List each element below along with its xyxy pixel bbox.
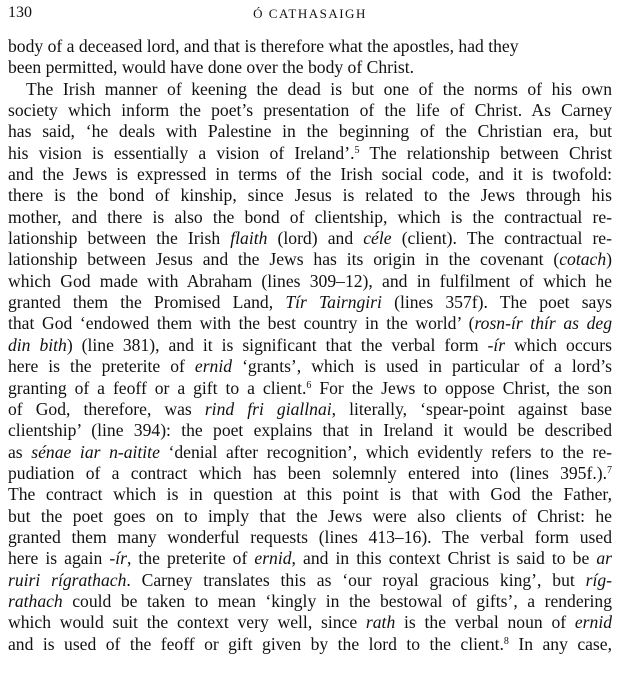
text-line — [8, 591, 612, 612]
text-run: The contract which is in question at this point is that with God the Father, — [8, 484, 612, 505]
text-run: ‘grants’, which is used in particular of a lord’s — [232, 356, 612, 377]
italic-term: ernid — [254, 548, 292, 569]
italic-term: ar — [596, 548, 612, 569]
text-run: been permitted, would have done over the body of Christ. — [8, 57, 415, 78]
running-head: Ó CATHASAIGH — [253, 6, 367, 21]
text-run: body of a deceased lord, and that is therefore what the apostles, had they — [8, 36, 519, 56]
text-run: ) (line 381), and it is significant that the verbal form — [66, 334, 488, 355]
text-run: and is used of the feoff or gift given by the lord to the client. — [8, 633, 504, 654]
italic-term: Tír Tairngiri — [285, 292, 382, 313]
text-run: society which inform the poet’s presentation of the life of Christ. As Carney — [8, 100, 612, 121]
text-run: of God, therefore, was — [8, 398, 205, 419]
text-run: granted them the Promised Land, — [8, 292, 286, 313]
text-run: pudiation of a contract which has been solemnly entered into (lines 395f.). — [8, 462, 607, 483]
text-run: For the Jews to oppose Christ, the son — [311, 377, 612, 398]
text-line — [8, 313, 612, 334]
text-run: lationship between the Irish — [8, 228, 231, 249]
text-run: The relationship between Christ — [359, 142, 612, 163]
text-run: clientship’ (line 394): the poet explains that in Ireland it would be described — [8, 420, 612, 441]
text-run: . Carney translates this as ‘our royal gracious king’, but — [126, 569, 586, 590]
text-line — [8, 527, 612, 548]
text-run: (client). The contractual re- — [391, 228, 612, 249]
text-line — [8, 271, 612, 292]
text-line — [8, 185, 612, 206]
text-run: ‘denial after recognition’, which evidently refers to the re- — [159, 441, 612, 462]
text-run: ) — [606, 249, 612, 270]
italic-term: -ír — [487, 334, 506, 355]
text-line — [8, 335, 612, 356]
text-line — [8, 612, 612, 633]
page-header — [8, 4, 612, 26]
italic-term: rath — [365, 612, 396, 633]
text-line — [8, 420, 612, 441]
text-line — [8, 121, 612, 142]
text-line — [8, 292, 612, 313]
text-line — [8, 249, 612, 270]
text-run: here is the preterite of — [8, 356, 195, 377]
text-run: which God made with Abraham (lines 309–12), and in fulfilment of which he — [8, 270, 612, 291]
footnote-ref: 7 — [607, 464, 612, 476]
footnote-ref: 8 — [503, 635, 509, 647]
text-line — [8, 228, 612, 249]
footnote-ref: 6 — [306, 379, 312, 391]
italic-term: -ír — [109, 548, 127, 569]
text-run: (lines 357f). The poet says — [381, 292, 612, 313]
text-run: here is again — [8, 548, 110, 569]
italic-term: ríg- — [585, 569, 612, 590]
text-line — [8, 442, 612, 463]
italic-term: din bith — [8, 334, 67, 355]
italic-term: sénae iar n-aitite — [31, 441, 160, 462]
text-line — [8, 634, 612, 655]
text-run: lationship between Jesus and the Jews has its origin in the covenant ( — [8, 249, 560, 270]
body-text — [8, 36, 612, 655]
text-run: (lord) and — [267, 228, 364, 249]
text-run: which would suit the context very well, since — [8, 612, 366, 633]
italic-term: céle — [363, 228, 392, 249]
text-line — [8, 143, 612, 164]
text-line — [8, 399, 612, 420]
text-run: , and in this context Christ is said to be — [291, 548, 597, 569]
page-number: 130 — [8, 4, 32, 21]
italic-term: ruiri rígrathach — [8, 569, 127, 590]
text-line — [8, 378, 612, 399]
text-line — [8, 36, 612, 57]
italic-term: ernid — [574, 612, 613, 633]
text-line — [8, 79, 612, 100]
text-run: that God ‘endowed them with the best country in the world’ ( — [8, 313, 475, 334]
text-run: , the preterite of — [126, 548, 255, 569]
text-line — [8, 548, 612, 569]
text-line — [8, 484, 612, 505]
text-run: which occurs — [505, 334, 612, 355]
text-line — [8, 164, 612, 185]
text-line — [8, 570, 612, 591]
text-run: granting of a feoff or a gift to a client. — [8, 377, 307, 398]
text-line — [8, 506, 612, 527]
text-run: mother, and there is also the bond of clientship, which is the contractual re- — [8, 206, 612, 227]
italic-term: rosn-ír thír as deg — [474, 313, 613, 334]
text-run: his vision is essentially a vision of Ireland’. — [8, 142, 355, 163]
text-run: but the poet goes on to imply that the Jews were also clients of Christ: he — [8, 505, 612, 526]
footnote-ref: 5 — [354, 144, 360, 156]
text-run: The Irish manner of keening the dead is but one of the norms of his own — [26, 78, 612, 99]
text-run: is the verbal noun of — [395, 612, 575, 633]
text-run: has said, ‘he deals with Palestine in the beginning of the Christian era, but — [8, 121, 612, 142]
text-run: In any case, — [508, 633, 612, 654]
italic-term: rind fri giallnai — [204, 398, 332, 419]
text-run: , literally, ‘spear-point against base — [331, 398, 612, 419]
text-run: granted them many wonderful requests (lines 413–16). The verbal form used — [8, 526, 612, 547]
text-run: there is the bond of kinship, since Jesus is related to the Jews through his — [8, 185, 612, 206]
italic-term: rathach — [8, 590, 63, 611]
text-line — [8, 356, 612, 377]
italic-term: flaith — [230, 228, 268, 249]
text-run: could be taken to mean ‘kingly in the bestowal of gifts’, a rendering — [62, 590, 612, 611]
text-line — [8, 463, 612, 484]
text-line — [8, 207, 612, 228]
text-run: and the Jews is expressed in terms of the Irish social code, and it is twofold: — [8, 164, 612, 185]
italic-term: cotach — [559, 249, 607, 270]
italic-term: ernid — [194, 356, 233, 377]
text-line — [8, 100, 612, 121]
text-run: as — [8, 441, 32, 462]
text-line — [8, 57, 612, 78]
